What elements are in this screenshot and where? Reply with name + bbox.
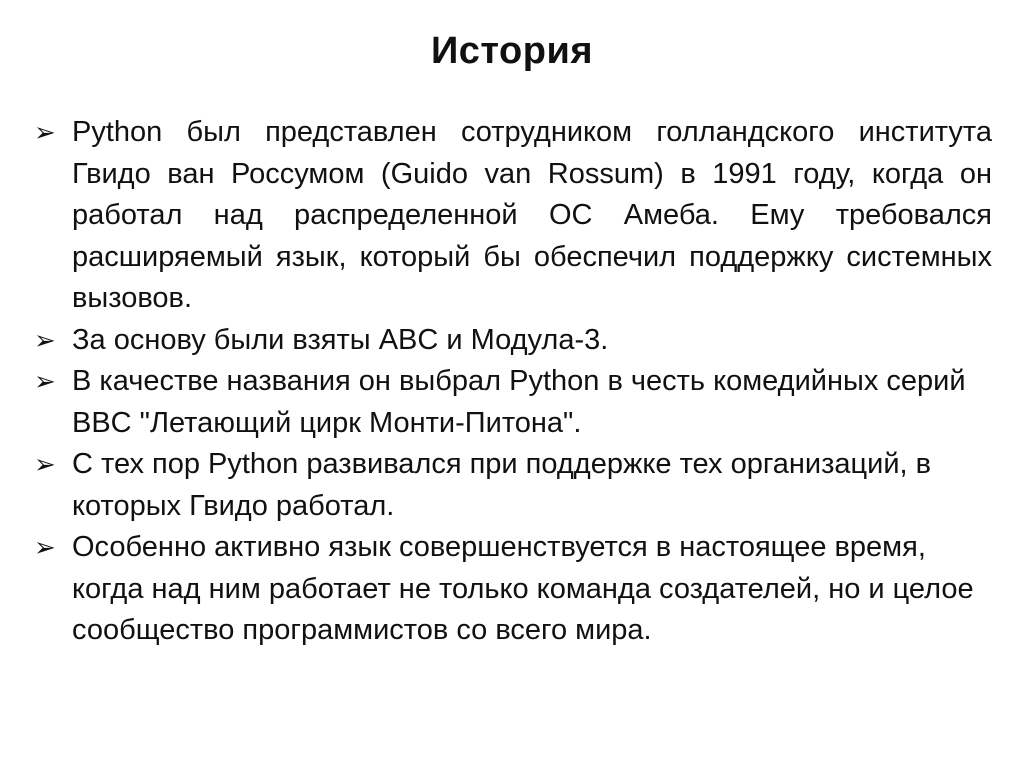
arrow-bullet-icon: ➢ [34,366,56,396]
slide-title: История [430,30,593,72]
bullet-text: Особенно активно язык совершенствуется в настоящее время, когда над ним работает не только команда создателей, но и целое сообщество программистов со всего мира. [72,531,974,646]
arrow-bullet-icon: ➢ [34,532,56,562]
bullet-list [34,112,992,652]
bullet-text: С тех пор Python развивался при поддержке тех организаций, в которых Гвидо работал. [72,448,932,522]
bullet-item [34,361,992,444]
bullet-text: Python был представлен сотрудником голландского института Гвидо ван Россумом (Guido van Rossum) в 1991 году, когда он работал над распределенной ОС Амеба. Ему требовался расширяемый язык, который бы обеспечил поддержку системных вызовов. [72,116,992,314]
bullet-item [34,444,992,527]
arrow-bullet-icon: ➢ [34,117,56,147]
arrow-bullet-icon: ➢ [34,324,56,355]
bullet-item [34,320,992,362]
bullet-text: За основу были взяты ABC и Модула-3. [72,323,609,356]
bullet-item [34,112,992,320]
arrow-bullet-icon: ➢ [34,449,56,479]
bullet-text: В качестве названия он выбрал Python в честь комедийных серий BBC "Летающий цирк Монти-Питона". [72,365,966,439]
bullet-item [34,527,992,652]
